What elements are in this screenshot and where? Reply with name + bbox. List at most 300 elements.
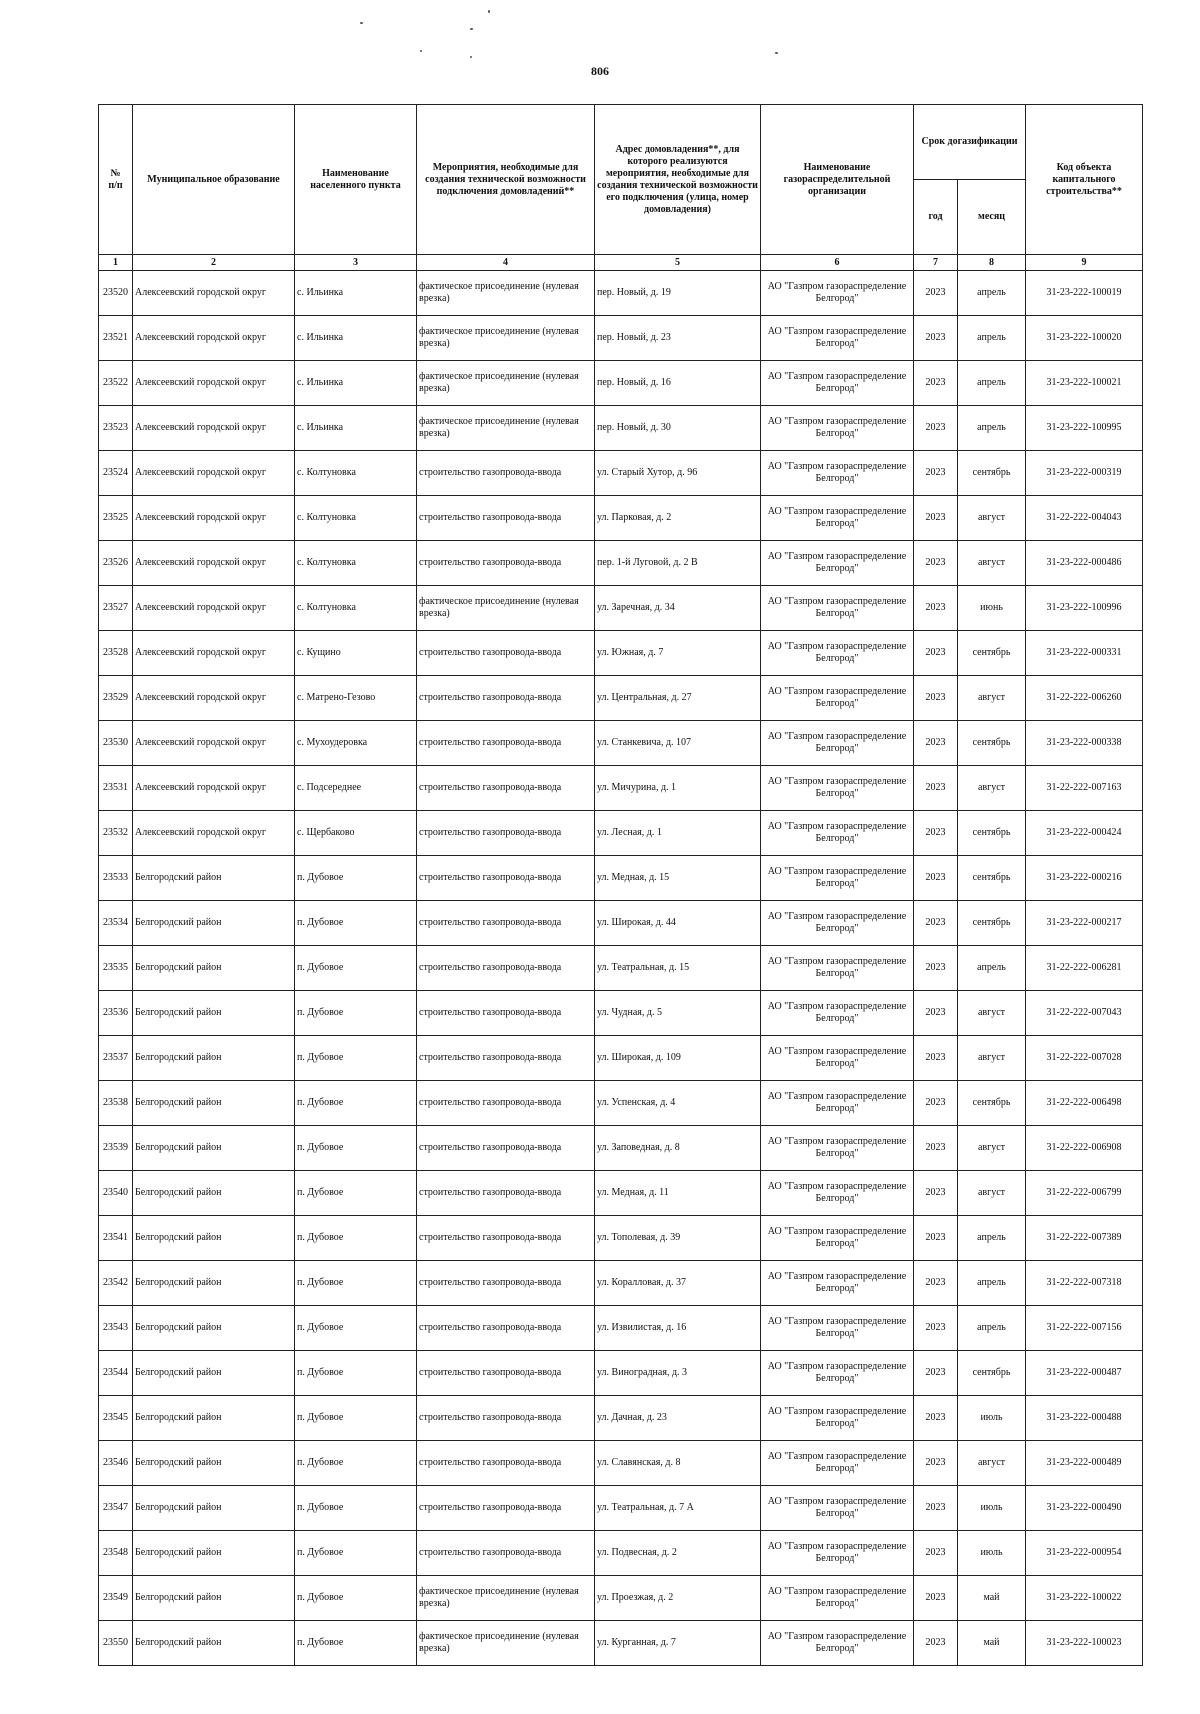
month-cell: сентябрь [958, 1081, 1026, 1126]
measure-cell: строительство газопровода-ввода [417, 721, 595, 766]
row-number: 23541 [99, 1216, 133, 1261]
settlement-cell: п. Дубовое [295, 1306, 417, 1351]
measure-cell: строительство газопровода-ввода [417, 811, 595, 856]
month-cell: август [958, 991, 1026, 1036]
address-cell: ул. Коралловая, д. 37 [595, 1261, 761, 1306]
municipality-cell: Белгородский район [133, 1486, 295, 1531]
municipality-cell: Белгородский район [133, 1306, 295, 1351]
municipality-cell: Алексеевский городской округ [133, 586, 295, 631]
table-row [99, 1441, 1143, 1486]
municipality-cell: Белгородский район [133, 1216, 295, 1261]
organization-cell: АО "Газпром газораспределение Белгород" [761, 1396, 914, 1441]
municipality-cell: Белгородский район [133, 1261, 295, 1306]
table-row [99, 1351, 1143, 1396]
row-number: 23524 [99, 451, 133, 496]
table-header [99, 105, 1143, 271]
settlement-cell: п. Дубовое [295, 1126, 417, 1171]
organization-cell: АО "Газпром газораспределение Белгород" [761, 1486, 914, 1531]
table-row [99, 1306, 1143, 1351]
row-number: 23550 [99, 1621, 133, 1666]
address-cell: ул. Старый Хутор, д. 96 [595, 451, 761, 496]
municipality-cell: Белгородский район [133, 901, 295, 946]
table-row [99, 811, 1143, 856]
row-number: 23532 [99, 811, 133, 856]
code-cell: 31-23-222-000331 [1026, 631, 1143, 676]
municipality-cell: Белгородский район [133, 1171, 295, 1216]
code-cell: 31-23-222-000954 [1026, 1531, 1143, 1576]
municipality-cell: Белгородский район [133, 1126, 295, 1171]
code-cell: 31-22-222-006260 [1026, 676, 1143, 721]
header-municipality: Муниципальное образование [133, 105, 295, 255]
municipality-cell: Алексеевский городской округ [133, 766, 295, 811]
column-index: 5 [595, 255, 761, 271]
municipality-cell: Алексеевский городской округ [133, 496, 295, 541]
month-cell: сентябрь [958, 811, 1026, 856]
row-number: 23522 [99, 361, 133, 406]
municipality-cell: Белгородский район [133, 946, 295, 991]
municipality-cell: Алексеевский городской округ [133, 811, 295, 856]
settlement-cell: п. Дубовое [295, 1351, 417, 1396]
address-cell: ул. Центральная, д. 27 [595, 676, 761, 721]
table-row [99, 766, 1143, 811]
year-cell: 2023 [914, 1306, 958, 1351]
settlement-cell: п. Дубовое [295, 1396, 417, 1441]
month-cell: апрель [958, 946, 1026, 991]
address-cell: ул. Широкая, д. 44 [595, 901, 761, 946]
code-cell: 31-23-222-000486 [1026, 541, 1143, 586]
settlement-cell: п. Дубовое [295, 1036, 417, 1081]
year-cell: 2023 [914, 316, 958, 361]
municipality-cell: Алексеевский городской округ [133, 361, 295, 406]
month-cell: август [958, 1126, 1026, 1171]
municipality-cell: Белгородский район [133, 1396, 295, 1441]
year-cell: 2023 [914, 496, 958, 541]
settlement-cell: с. Колтуновка [295, 451, 417, 496]
code-cell: 31-23-222-000490 [1026, 1486, 1143, 1531]
organization-cell: АО "Газпром газораспределение Белгород" [761, 541, 914, 586]
measure-cell: строительство газопровода-ввода [417, 676, 595, 721]
settlement-cell: с. Матрено-Гезово [295, 676, 417, 721]
column-index: 4 [417, 255, 595, 271]
row-number: 23534 [99, 901, 133, 946]
measure-cell: фактическое присоединение (нулевая врезка) [417, 361, 595, 406]
year-cell: 2023 [914, 811, 958, 856]
measure-cell: строительство газопровода-ввода [417, 1036, 595, 1081]
settlement-cell: п. Дубовое [295, 1216, 417, 1261]
row-number: 23533 [99, 856, 133, 901]
address-cell: ул. Заречная, д. 34 [595, 586, 761, 631]
year-cell: 2023 [914, 991, 958, 1036]
settlement-cell: с. Колтуновка [295, 496, 417, 541]
column-index: 2 [133, 255, 295, 271]
scan-speck [470, 28, 473, 30]
organization-cell: АО "Газпром газораспределение Белгород" [761, 406, 914, 451]
year-cell: 2023 [914, 1621, 958, 1666]
year-cell: 2023 [914, 406, 958, 451]
month-cell: апрель [958, 316, 1026, 361]
scan-speck [420, 50, 422, 52]
measure-cell: строительство газопровода-ввода [417, 1306, 595, 1351]
address-cell: ул. Станкевича, д. 107 [595, 721, 761, 766]
table-row [99, 1531, 1143, 1576]
code-cell: 31-22-222-007028 [1026, 1036, 1143, 1081]
row-number: 23530 [99, 721, 133, 766]
row-number: 23526 [99, 541, 133, 586]
year-cell: 2023 [914, 1576, 958, 1621]
measure-cell: строительство газопровода-ввода [417, 1396, 595, 1441]
address-cell: ул. Южная, д. 7 [595, 631, 761, 676]
organization-cell: АО "Газпром газораспределение Белгород" [761, 496, 914, 541]
year-cell: 2023 [914, 721, 958, 766]
year-cell: 2023 [914, 676, 958, 721]
organization-cell: АО "Газпром газораспределение Белгород" [761, 271, 914, 316]
measure-cell: фактическое присоединение (нулевая врезка) [417, 1576, 595, 1621]
code-cell: 31-23-222-000216 [1026, 856, 1143, 901]
code-cell: 31-23-222-000319 [1026, 451, 1143, 496]
year-cell: 2023 [914, 901, 958, 946]
year-cell: 2023 [914, 1441, 958, 1486]
header-num: № п/п [99, 105, 133, 255]
table-row [99, 1081, 1143, 1126]
municipality-cell: Белгородский район [133, 1351, 295, 1396]
table-row [99, 451, 1143, 496]
address-cell: пер. Новый, д. 19 [595, 271, 761, 316]
address-cell: ул. Подвесная, д. 2 [595, 1531, 761, 1576]
code-cell: 31-23-222-100995 [1026, 406, 1143, 451]
table-row [99, 1576, 1143, 1621]
header-address: Адрес домовладения**, для которого реализуются мероприятия, необходимые для создания технической возможности его подключения (улица, номер домовладения) [595, 105, 761, 255]
measure-cell: строительство газопровода-ввода [417, 496, 595, 541]
organization-cell: АО "Газпром газораспределение Белгород" [761, 586, 914, 631]
header-month: месяц [958, 180, 1026, 255]
organization-cell: АО "Газпром газораспределение Белгород" [761, 1261, 914, 1306]
settlement-cell: с. Подсереднее [295, 766, 417, 811]
municipality-cell: Алексеевский городской округ [133, 406, 295, 451]
address-cell: ул. Широкая, д. 109 [595, 1036, 761, 1081]
month-cell: сентябрь [958, 1351, 1026, 1396]
settlement-cell: с. Ильинка [295, 406, 417, 451]
measure-cell: строительство газопровода-ввода [417, 1441, 595, 1486]
organization-cell: АО "Газпром газораспределение Белгород" [761, 361, 914, 406]
measure-cell: строительство газопровода-ввода [417, 1261, 595, 1306]
settlement-cell: п. Дубовое [295, 946, 417, 991]
year-cell: 2023 [914, 856, 958, 901]
code-cell: 31-22-222-006799 [1026, 1171, 1143, 1216]
municipality-cell: Белгородский район [133, 1081, 295, 1126]
month-cell: апрель [958, 406, 1026, 451]
code-cell: 31-23-222-000489 [1026, 1441, 1143, 1486]
address-cell: пер. Новый, д. 16 [595, 361, 761, 406]
table-row [99, 1396, 1143, 1441]
year-cell: 2023 [914, 631, 958, 676]
header-code: Код объекта капитального строительства** [1026, 105, 1143, 255]
code-cell: 31-22-222-006908 [1026, 1126, 1143, 1171]
municipality-cell: Алексеевский городской округ [133, 316, 295, 361]
measure-cell: строительство газопровода-ввода [417, 1171, 595, 1216]
measure-cell: фактическое присоединение (нулевая врезка) [417, 271, 595, 316]
header-organization: Наименование газораспределительной организации [761, 105, 914, 255]
table-row [99, 991, 1143, 1036]
year-cell: 2023 [914, 1081, 958, 1126]
month-cell: май [958, 1621, 1026, 1666]
organization-cell: АО "Газпром газораспределение Белгород" [761, 991, 914, 1036]
measure-cell: фактическое присоединение (нулевая врезка) [417, 406, 595, 451]
row-number: 23548 [99, 1531, 133, 1576]
scan-speck [470, 56, 472, 58]
code-cell: 31-23-222-000487 [1026, 1351, 1143, 1396]
month-cell: апрель [958, 361, 1026, 406]
measure-cell: строительство газопровода-ввода [417, 991, 595, 1036]
code-cell: 31-23-222-100022 [1026, 1576, 1143, 1621]
year-cell: 2023 [914, 1396, 958, 1441]
settlement-cell: с. Колтуновка [295, 541, 417, 586]
settlement-cell: с. Ильинка [295, 316, 417, 361]
code-cell: 31-23-222-100021 [1026, 361, 1143, 406]
column-index: 7 [914, 255, 958, 271]
measure-cell: строительство газопровода-ввода [417, 631, 595, 676]
organization-cell: АО "Газпром газораспределение Белгород" [761, 1171, 914, 1216]
month-cell: апрель [958, 1216, 1026, 1261]
address-cell: пер. 1-й Луговой, д. 2 В [595, 541, 761, 586]
row-number: 23525 [99, 496, 133, 541]
month-cell: сентябрь [958, 901, 1026, 946]
month-cell: сентябрь [958, 856, 1026, 901]
address-cell: ул. Славянская, д. 8 [595, 1441, 761, 1486]
row-number: 23542 [99, 1261, 133, 1306]
row-number: 23535 [99, 946, 133, 991]
address-cell: ул. Театральная, д. 15 [595, 946, 761, 991]
month-cell: август [958, 1036, 1026, 1081]
organization-cell: АО "Газпром газораспределение Белгород" [761, 631, 914, 676]
measure-cell: строительство газопровода-ввода [417, 1351, 595, 1396]
settlement-cell: п. Дубовое [295, 1486, 417, 1531]
row-number: 23527 [99, 586, 133, 631]
settlement-cell: п. Дубовое [295, 1441, 417, 1486]
municipality-cell: Белгородский район [133, 1576, 295, 1621]
measure-cell: строительство газопровода-ввода [417, 856, 595, 901]
code-cell: 31-23-222-000488 [1026, 1396, 1143, 1441]
address-cell: ул. Чудная, д. 5 [595, 991, 761, 1036]
year-cell: 2023 [914, 1261, 958, 1306]
month-cell: май [958, 1576, 1026, 1621]
municipality-cell: Белгородский район [133, 1621, 295, 1666]
organization-cell: АО "Газпром газораспределение Белгород" [761, 316, 914, 361]
measure-cell: строительство газопровода-ввода [417, 451, 595, 496]
code-cell: 31-22-222-004043 [1026, 496, 1143, 541]
organization-cell: АО "Газпром газораспределение Белгород" [761, 1081, 914, 1126]
address-cell: ул. Парковая, д. 2 [595, 496, 761, 541]
measure-cell: фактическое присоединение (нулевая врезка) [417, 316, 595, 361]
row-number: 23544 [99, 1351, 133, 1396]
code-cell: 31-22-222-006281 [1026, 946, 1143, 991]
settlement-cell: п. Дубовое [295, 1531, 417, 1576]
table-row [99, 586, 1143, 631]
table-row [99, 406, 1143, 451]
code-cell: 31-23-222-100019 [1026, 271, 1143, 316]
column-index: 9 [1026, 255, 1143, 271]
month-cell: сентябрь [958, 721, 1026, 766]
row-number: 23545 [99, 1396, 133, 1441]
header-deadline: Срок догазификации [914, 105, 1026, 180]
table-row [99, 1621, 1143, 1666]
organization-cell: АО "Газпром газораспределение Белгород" [761, 766, 914, 811]
table-row [99, 1171, 1143, 1216]
code-cell: 31-22-222-007156 [1026, 1306, 1143, 1351]
table-row [99, 1261, 1143, 1306]
organization-cell: АО "Газпром газораспределение Белгород" [761, 1576, 914, 1621]
organization-cell: АО "Газпром газораспределение Белгород" [761, 451, 914, 496]
month-cell: апрель [958, 1306, 1026, 1351]
address-cell: ул. Курганная, д. 7 [595, 1621, 761, 1666]
settlement-cell: п. Дубовое [295, 1576, 417, 1621]
month-cell: август [958, 496, 1026, 541]
year-cell: 2023 [914, 766, 958, 811]
header-year: год [914, 180, 958, 255]
table-row [99, 1216, 1143, 1261]
year-cell: 2023 [914, 1486, 958, 1531]
month-cell: апрель [958, 1261, 1026, 1306]
month-cell: сентябрь [958, 451, 1026, 496]
row-number: 23537 [99, 1036, 133, 1081]
table-row [99, 541, 1143, 586]
column-index: 6 [761, 255, 914, 271]
settlement-cell: с. Колтуновка [295, 586, 417, 631]
code-cell: 31-22-222-007043 [1026, 991, 1143, 1036]
table-row [99, 496, 1143, 541]
year-cell: 2023 [914, 451, 958, 496]
organization-cell: АО "Газпром газораспределение Белгород" [761, 811, 914, 856]
month-cell: август [958, 1441, 1026, 1486]
year-cell: 2023 [914, 1171, 958, 1216]
table-body [99, 271, 1143, 1666]
municipality-cell: Алексеевский городской округ [133, 676, 295, 721]
settlement-cell: п. Дубовое [295, 901, 417, 946]
column-index: 3 [295, 255, 417, 271]
organization-cell: АО "Газпром газораспределение Белгород" [761, 946, 914, 991]
code-cell: 31-23-222-100023 [1026, 1621, 1143, 1666]
measure-cell: строительство газопровода-ввода [417, 946, 595, 991]
code-cell: 31-23-222-000424 [1026, 811, 1143, 856]
table-row [99, 1036, 1143, 1081]
organization-cell: АО "Газпром газораспределение Белгород" [761, 1306, 914, 1351]
municipality-cell: Алексеевский городской округ [133, 631, 295, 676]
code-cell: 31-23-222-000217 [1026, 901, 1143, 946]
organization-cell: АО "Газпром газораспределение Белгород" [761, 1216, 914, 1261]
address-cell: ул. Виноградная, д. 3 [595, 1351, 761, 1396]
table-row [99, 316, 1143, 361]
code-cell: 31-23-222-100020 [1026, 316, 1143, 361]
row-number: 23539 [99, 1126, 133, 1171]
settlement-cell: п. Дубовое [295, 856, 417, 901]
organization-cell: АО "Газпром газораспределение Белгород" [761, 856, 914, 901]
settlement-cell: с. Ильинка [295, 361, 417, 406]
table-row [99, 631, 1143, 676]
settlement-cell: п. Дубовое [295, 1171, 417, 1216]
measure-cell: строительство газопровода-ввода [417, 1531, 595, 1576]
scan-speck [360, 22, 363, 24]
address-cell: ул. Лесная, д. 1 [595, 811, 761, 856]
page-number: 806 [591, 64, 609, 78]
table-row [99, 1486, 1143, 1531]
month-cell: август [958, 766, 1026, 811]
settlement-cell: с. Ильинка [295, 271, 417, 316]
year-cell: 2023 [914, 541, 958, 586]
year-cell: 2023 [914, 1351, 958, 1396]
month-cell: апрель [958, 271, 1026, 316]
organization-cell: АО "Газпром газораспределение Белгород" [761, 721, 914, 766]
year-cell: 2023 [914, 586, 958, 631]
table-row [99, 1126, 1143, 1171]
row-number: 23546 [99, 1441, 133, 1486]
code-cell: 31-22-222-006498 [1026, 1081, 1143, 1126]
row-number: 23543 [99, 1306, 133, 1351]
month-cell: август [958, 541, 1026, 586]
organization-cell: АО "Газпром газораспределение Белгород" [761, 1531, 914, 1576]
table-row [99, 721, 1143, 766]
settlement-cell: с. Мухоудеровка [295, 721, 417, 766]
address-cell: ул. Проезжая, д. 2 [595, 1576, 761, 1621]
municipality-cell: Белгородский район [133, 856, 295, 901]
row-number: 23540 [99, 1171, 133, 1216]
address-cell: ул. Театральная, д. 7 А [595, 1486, 761, 1531]
code-cell: 31-22-222-007318 [1026, 1261, 1143, 1306]
month-cell: сентябрь [958, 631, 1026, 676]
settlement-cell: п. Дубовое [295, 1081, 417, 1126]
organization-cell: АО "Газпром газораспределение Белгород" [761, 1036, 914, 1081]
row-number: 23520 [99, 271, 133, 316]
scan-speck [775, 52, 778, 54]
table-row [99, 856, 1143, 901]
year-cell: 2023 [914, 1036, 958, 1081]
year-cell: 2023 [914, 1126, 958, 1171]
municipality-cell: Алексеевский городской округ [133, 451, 295, 496]
organization-cell: АО "Газпром газораспределение Белгород" [761, 901, 914, 946]
organization-cell: АО "Газпром газораспределение Белгород" [761, 1351, 914, 1396]
address-cell: ул. Тополевая, д. 39 [595, 1216, 761, 1261]
header-settlement: Наименование населенного пункта [295, 105, 417, 255]
settlement-cell: с. Кущино [295, 631, 417, 676]
row-number: 23547 [99, 1486, 133, 1531]
settlement-cell: с. Щербаково [295, 811, 417, 856]
table-row [99, 271, 1143, 316]
month-cell: август [958, 676, 1026, 721]
row-number: 23521 [99, 316, 133, 361]
row-number: 23528 [99, 631, 133, 676]
year-cell: 2023 [914, 1531, 958, 1576]
month-cell: июль [958, 1486, 1026, 1531]
column-index: 8 [958, 255, 1026, 271]
measure-cell: строительство газопровода-ввода [417, 1126, 595, 1171]
code-cell: 31-23-222-000338 [1026, 721, 1143, 766]
row-number: 23549 [99, 1576, 133, 1621]
row-number: 23531 [99, 766, 133, 811]
settlement-cell: п. Дубовое [295, 1621, 417, 1666]
row-number: 23536 [99, 991, 133, 1036]
column-index: 1 [99, 255, 133, 271]
address-cell: ул. Заповедная, д. 8 [595, 1126, 761, 1171]
address-cell: ул. Дачная, д. 23 [595, 1396, 761, 1441]
address-cell: пер. Новый, д. 23 [595, 316, 761, 361]
year-cell: 2023 [914, 271, 958, 316]
month-cell: июль [958, 1531, 1026, 1576]
code-cell: 31-22-222-007389 [1026, 1216, 1143, 1261]
measure-cell: строительство газопровода-ввода [417, 901, 595, 946]
organization-cell: АО "Газпром газораспределение Белгород" [761, 1441, 914, 1486]
address-cell: ул. Успенская, д. 4 [595, 1081, 761, 1126]
row-number: 23523 [99, 406, 133, 451]
municipality-cell: Алексеевский городской округ [133, 271, 295, 316]
address-cell: ул. Извилистая, д. 16 [595, 1306, 761, 1351]
